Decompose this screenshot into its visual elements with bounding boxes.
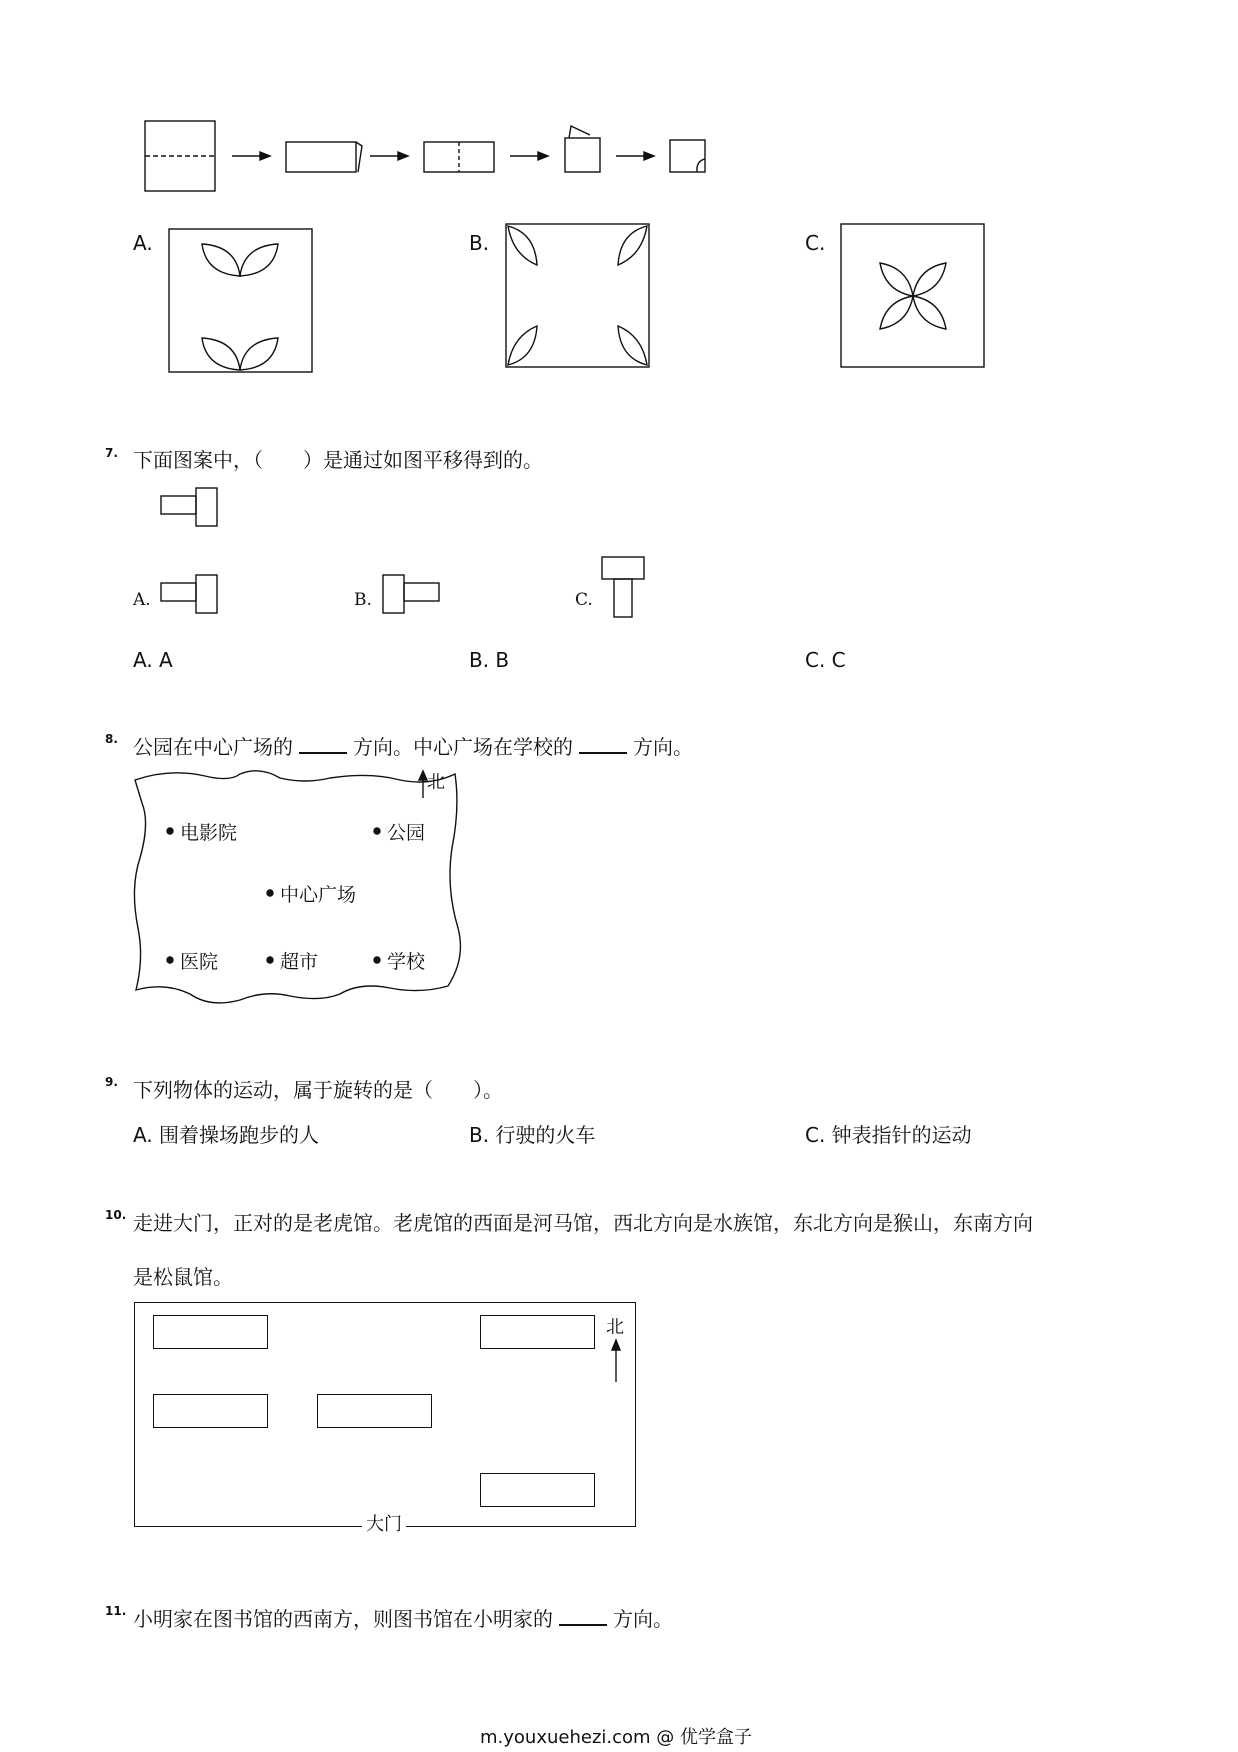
q11-text-b: 方向。: [613, 1607, 673, 1631]
q9-option-b[interactable]: B. 行驶的火车: [469, 1123, 596, 1147]
q7-number: 7.: [105, 446, 118, 460]
q6-option-b-label[interactable]: B.: [469, 231, 490, 255]
q7-option-a[interactable]: A. A: [133, 648, 173, 672]
q8-text-c: 方向。: [633, 735, 693, 759]
q7-option-b[interactable]: B. B: [469, 648, 510, 672]
footer-watermark: m.youxuehezi.com @ 优学盒子: [480, 1727, 753, 1748]
q8-number: 8.: [105, 732, 118, 746]
q10-line-1: 走进大门，正对的是老虎馆。老虎馆的西面是河马馆，西北方向是水族馆，东北方向是猴山，东南方向: [133, 1211, 1033, 1235]
q10-box-west[interactable]: [153, 1394, 268, 1428]
q8-place-cinema: 电影院: [180, 822, 238, 844]
q10-north-label: 北: [606, 1317, 624, 1338]
q6-option-c-label[interactable]: C.: [805, 231, 826, 255]
q9-question: 下列物体的运动，属于旋转的是（ ）。: [133, 1078, 503, 1102]
q7-shape-b[interactable]: [382, 573, 452, 618]
q11-blank[interactable]: [559, 1606, 607, 1626]
q7-option-c[interactable]: C. C: [805, 648, 846, 672]
q7-fig-label-b: B.: [354, 590, 372, 610]
q7-fig-label-a: A.: [133, 590, 151, 610]
q8-text-a: 公园在中心广场的: [133, 735, 293, 759]
q7-reference-shape: [160, 486, 230, 531]
q6-option-a-label[interactable]: A.: [133, 231, 153, 255]
q10-number: 10.: [105, 1208, 127, 1222]
q7-question: 下面图案中，（ ）是通过如图平移得到的。: [133, 448, 543, 472]
q10-box-center[interactable]: [317, 1394, 432, 1428]
q8-blank-2[interactable]: [579, 734, 627, 754]
q8-map-north: 北: [427, 772, 445, 793]
q6-option-a-figure[interactable]: [168, 228, 314, 374]
q9-number: 9.: [105, 1075, 118, 1089]
q9-option-a[interactable]: A. 围着操场跑步的人: [133, 1123, 320, 1147]
q10-box-northwest[interactable]: [153, 1315, 268, 1349]
q8-place-center-square: 中心广场: [280, 884, 357, 906]
q10-line-2: 是松鼠馆。: [133, 1265, 233, 1289]
q8-place-school: 学校: [387, 951, 426, 973]
q8-text-b: 方向。中心广场在学校的: [353, 735, 573, 759]
q11-number: 11.: [105, 1604, 127, 1618]
q8-question: [133, 733, 693, 761]
q11-text-a: 小明家在图书馆的西南方，则图书馆在小明家的: [133, 1607, 553, 1631]
q7-fig-label-c: C.: [575, 590, 593, 610]
q8-place-park: 公园: [387, 822, 426, 844]
folding-steps-figure: [140, 115, 720, 195]
q9-option-c[interactable]: C. 钟表指针的运动: [805, 1123, 972, 1147]
q7-shape-a[interactable]: [160, 573, 230, 618]
q8-blank-1[interactable]: [299, 734, 347, 754]
q10-box-northeast[interactable]: [480, 1315, 595, 1349]
q10-gate-label: 大门: [362, 1514, 406, 1536]
q11-question: [133, 1605, 673, 1633]
q8-place-supermarket: 超市: [280, 951, 319, 973]
north-arrow-icon: [610, 1338, 622, 1384]
q6-option-b-figure[interactable]: [505, 223, 651, 369]
q10-box-southeast[interactable]: [480, 1473, 595, 1507]
q7-shape-c[interactable]: [600, 555, 650, 625]
q8-place-hospital: 医院: [180, 951, 219, 973]
q6-option-c-figure[interactable]: [840, 223, 986, 369]
